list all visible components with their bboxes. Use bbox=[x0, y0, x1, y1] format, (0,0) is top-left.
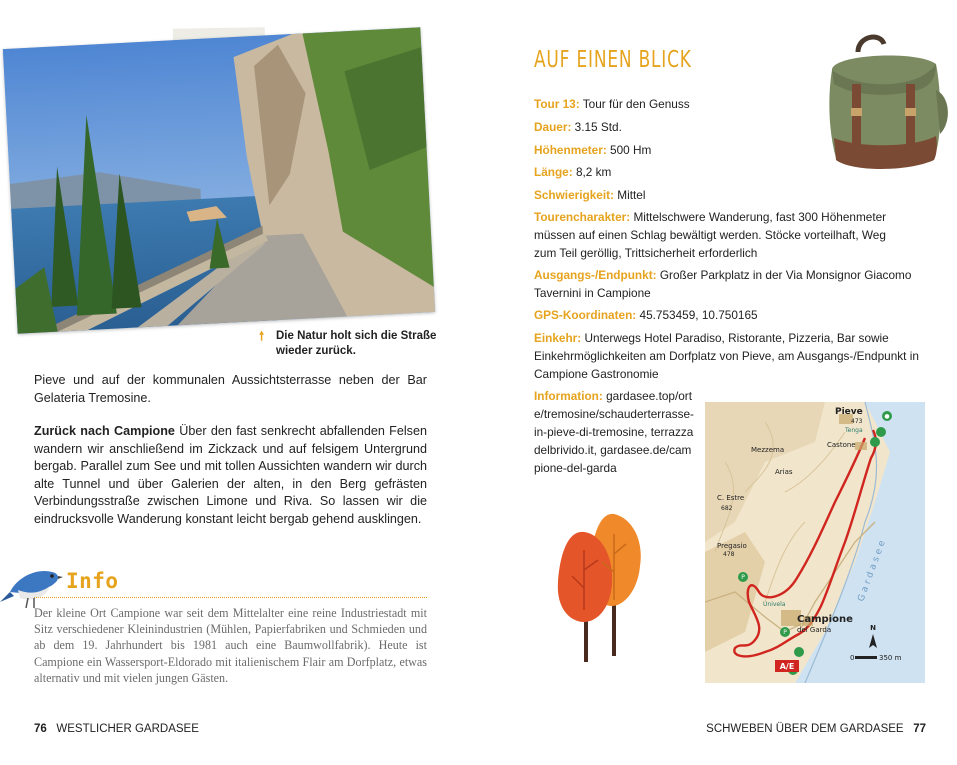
fact-difficulty bbox=[534, 186, 714, 204]
map-label-tenga: Tenga bbox=[845, 427, 863, 434]
map-label-univela: Univela bbox=[763, 601, 786, 608]
fact-label: Höhenmeter: bbox=[534, 143, 607, 157]
fact-label: GPS-Koordinaten: bbox=[534, 308, 637, 322]
fact-value: 8,2 km bbox=[575, 165, 612, 179]
caption-text: Die Natur holt sich die Straße wieder zurück. bbox=[276, 330, 437, 357]
intro-paragraph: Pieve und auf der kommunalen Aussichtsterrasse neben der Bar Gelateria Tremosine. bbox=[34, 373, 427, 405]
fact-value: 45.753459, 10.750165 bbox=[639, 308, 758, 322]
fact-label: Dauer: bbox=[534, 120, 572, 134]
svg-text:P: P bbox=[741, 574, 745, 581]
backpack-icon bbox=[818, 30, 953, 180]
fact-tour bbox=[534, 95, 714, 113]
map-label-mezzema: Mezzema bbox=[751, 446, 785, 454]
fact-length bbox=[534, 163, 714, 181]
map-label-pieve-alt: 473 bbox=[851, 418, 863, 425]
fact-label: Länge: bbox=[534, 165, 573, 179]
folio-right bbox=[706, 723, 926, 735]
fact-label: Information: bbox=[534, 389, 603, 403]
map-label-del-garda: del Garda bbox=[797, 626, 832, 634]
fact-value: 500 Hm bbox=[610, 143, 652, 157]
photo-caption bbox=[259, 329, 443, 359]
map-label-start-end: A/E bbox=[779, 662, 795, 671]
glance-title: AUF EINEN BLICK bbox=[534, 47, 692, 73]
fact-value: Tour für den Genuss bbox=[582, 97, 690, 111]
svg-text:●: ● bbox=[884, 413, 890, 420]
folio-left bbox=[34, 723, 199, 735]
fact-gps bbox=[534, 306, 924, 324]
info-title: Info bbox=[66, 569, 119, 593]
lake-road-illustration bbox=[3, 27, 435, 333]
info-text: Der kleine Ort Campione war seit dem Mittelalter eine reine Industriestadt mit Sitz verschiedener Kleinindustrien (Mühlen, Papierfabriken und Schmieden und ab dem 19. Jahrhundert bis 1981 auch eine Baumwollfabrik). Heute ist Campione ein Wassersport-Eldorado mit italienischem Flair am Dorfplatz, etwas alternativ und mit vielen jungen Gästen. bbox=[34, 606, 427, 685]
page-number-right: 77 bbox=[913, 723, 926, 735]
section-text: Über den fast senkrecht abfallenden Felsen wandern wir anschließend im Zickzack und auf felsigem Untergrund bergab. Parallel zum See und mit tollen Aussichten wandern wir durch alte Tunnel und über Galerien der alten, in den Berg gefrästen Verbindungsstraße zwischen Limone und Riva. So lassen wir die eindrucksvolle Wanderung konstant leicht bergab gehend ausklingen. bbox=[34, 424, 427, 526]
fact-information bbox=[534, 387, 696, 477]
scale-bar bbox=[855, 656, 877, 659]
fact-start-end bbox=[534, 266, 924, 302]
running-head-left: WESTLICHER GARDASEE bbox=[56, 723, 199, 735]
map-label-lake: Gardasee bbox=[856, 536, 889, 604]
map-label-pieve: Pieve bbox=[835, 407, 863, 417]
route-map bbox=[705, 402, 925, 683]
map-label-arias: Arias bbox=[775, 468, 793, 476]
fact-label: Tour 13: bbox=[534, 97, 580, 111]
fact-value: Mittelschwere Wanderung, fast 300 Höhenmeter müssen auf einen Schlag bewältigt werden. Stöcke vorteilhaft, Weg zum Teil geröllig, Trittsicherheit erforderlich bbox=[534, 210, 887, 260]
fact-value: Mittel bbox=[617, 188, 646, 202]
fact-value: Großer Parkplatz in der Via Monsignor Giacomo Tavernini in Campione bbox=[534, 268, 912, 300]
fact-label: Ausgangs-/Endpunkt: bbox=[534, 268, 657, 282]
map-label-pregasio: Pregasio bbox=[717, 542, 747, 550]
map-label-castone: Castone bbox=[827, 441, 856, 449]
map-label-c-estre-alt: 682 bbox=[721, 505, 733, 512]
map-label-pregasio-alt: 478 bbox=[723, 551, 735, 558]
fact-value: 3.15 Std. bbox=[574, 120, 622, 134]
map-scale-zero: 0 bbox=[850, 654, 855, 662]
fact-value: gardasee.top/orte/tremosine/schauderterrasse-in-pieve-di-tremosine, terrazzadelbrivido.it, gardasee.de/campione-del-garda bbox=[534, 389, 694, 475]
running-head-right: SCHWEBEN ÜBER DEM GARDASEE bbox=[706, 723, 904, 735]
body-paragraph bbox=[34, 423, 427, 528]
lake-road-photo bbox=[3, 27, 435, 333]
fact-refreshment bbox=[534, 329, 924, 383]
fact-duration bbox=[534, 118, 714, 136]
fact-label: Schwierigkeit: bbox=[534, 188, 614, 202]
fact-value: Unterwegs Hotel Paradiso, Ristorante, Pizzeria, Bar sowie Einkehrmöglichkeiten am Dorfplatz von Pieve, am Ausgangs-/Endpunkt in Campione Gastronomie bbox=[534, 331, 919, 381]
page-number-left: 76 bbox=[34, 723, 47, 735]
svg-text:P: P bbox=[783, 629, 787, 636]
fact-label: Tourencharakter: bbox=[534, 210, 631, 224]
fact-label: Einkehr: bbox=[534, 331, 582, 345]
fact-character bbox=[534, 208, 904, 262]
map-scale-label: 350 m bbox=[879, 654, 902, 662]
autumn-trees-icon bbox=[554, 510, 650, 667]
section-heading: Zurück nach Campione bbox=[34, 424, 175, 438]
map-label-campione: Campione bbox=[797, 614, 853, 625]
arrow-up-icon: 🠕 bbox=[259, 329, 265, 343]
info-divider bbox=[34, 597, 427, 598]
map-label-c-estre: C. Estre bbox=[717, 494, 745, 502]
map-label-north: N bbox=[870, 624, 876, 632]
fact-elevation bbox=[534, 141, 714, 159]
